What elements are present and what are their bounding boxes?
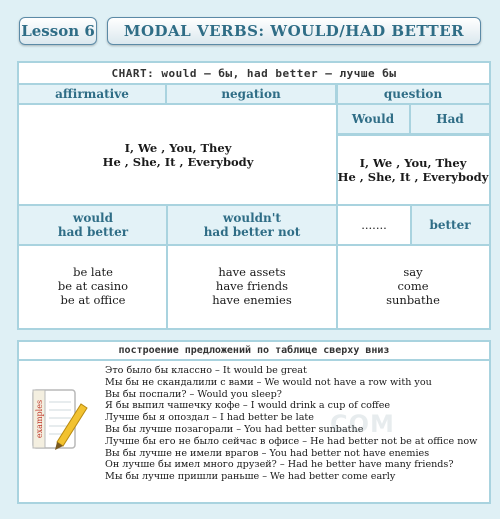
subjects-line-2: He , She, It , Everybody: [102, 155, 254, 169]
grid-line: [336, 85, 338, 328]
question-subjects-cell: [337, 135, 489, 205]
examples-panel: [17, 340, 491, 504]
grammar-chart-table: [17, 61, 491, 330]
affirmative-modal-would: would: [72, 211, 113, 225]
affirmative-verbs-cell: [19, 245, 167, 326]
example-sentence: Вы бы поспали? – Would you sleep?: [105, 388, 282, 400]
affirmative-verb: be at office: [60, 292, 126, 307]
header-question: question: [337, 85, 489, 105]
negation-verb: have enemies: [212, 292, 292, 307]
negation-verb: have friends: [215, 278, 289, 293]
examples-caption: построение предложений по таблице сверху вниз: [19, 342, 489, 361]
grid-line: [19, 244, 489, 246]
affirmative-modal-cell: [19, 205, 167, 245]
negation-modal-wouldnt: wouldn't: [223, 211, 281, 225]
question-subjects-line-1: I, We , You, They: [359, 156, 467, 170]
chart-caption: CHART: would – бы, had better – лучше бы: [19, 63, 489, 85]
header-negation: negation: [167, 85, 337, 105]
affirmative-verb: be late: [73, 264, 113, 279]
example-sentence: Я бы выпил чашечку кофе – I would drink a cup of coffee: [105, 400, 391, 412]
question-verb: say: [403, 264, 423, 279]
example-sentence: Мы бы не скандалили с вами – We would not have a row with you: [105, 376, 432, 388]
subjects-line-1: I, We , You, They: [124, 141, 232, 155]
grid-line: [166, 205, 168, 328]
header-question-had: Had: [411, 105, 489, 135]
grid-line: [410, 205, 412, 245]
negation-modal-had-better-not: had better not: [203, 225, 301, 239]
question-dots-cell: .......: [361, 218, 387, 232]
examples-icon-label: examples: [35, 399, 44, 439]
affirmative-verb: be at casino: [57, 278, 129, 293]
example-sentence: Вы бы лучше не имели врагов – You had better not have enemies: [105, 447, 430, 459]
question-verb: sunbathe: [386, 292, 440, 307]
header-question-would: Would: [337, 105, 411, 135]
question-verb: come: [397, 278, 429, 293]
example-sentence: Он лучше бы имел много друзей? – Had he better have many friends?: [105, 459, 454, 471]
lesson-header: [19, 17, 481, 45]
lesson-title: MODAL VERBS: WOULD/HAD BETTER: [107, 17, 481, 45]
question-verbs-cell: [337, 245, 489, 326]
watermark: COM: [330, 410, 395, 438]
examples-notepad-icon: [27, 384, 89, 460]
negation-verbs-cell: [167, 245, 337, 326]
affirmative-modal-had-better: had better: [57, 225, 129, 239]
example-sentence: Это было бы классно – It would be great: [105, 365, 307, 376]
question-subjects-line-2: He , She, It , Everybody: [337, 170, 489, 184]
question-better-cell: better: [411, 205, 489, 245]
grid-line: [337, 134, 489, 136]
example-sentence: Вы бы лучше позагорали – You had better sunbathe: [105, 423, 364, 435]
negation-verb: have assets: [218, 264, 286, 279]
negation-modal-cell: [167, 205, 337, 245]
example-sentence: Лучше бы я опоздал – I had better be late: [105, 412, 314, 424]
lesson-number-badge: Lesson 6: [19, 17, 97, 45]
header-affirmative: affirmative: [19, 85, 167, 105]
example-sentence: Лучше бы его не было сейчас в офисе – He had better not be at office now: [105, 435, 478, 447]
grid-line: [19, 204, 489, 206]
subjects-cell: [19, 105, 337, 205]
example-sentence: Мы бы лучше пришли раньше – We had better come early: [105, 471, 396, 483]
examples-list: [105, 365, 487, 483]
